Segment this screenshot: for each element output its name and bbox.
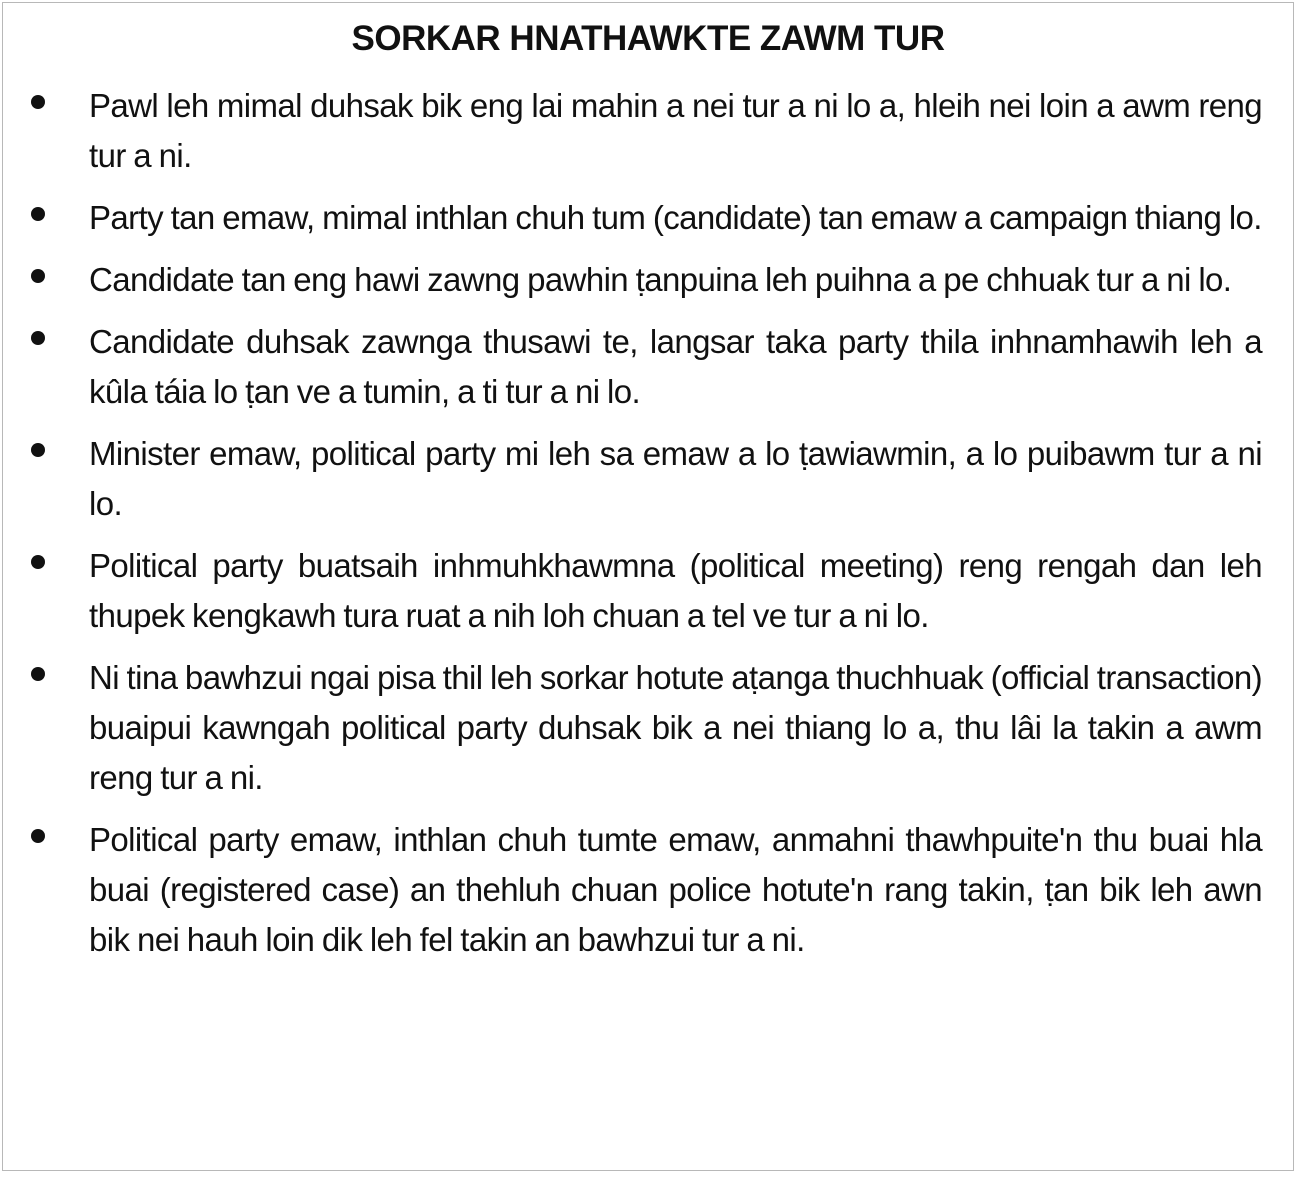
list-item-text: Candidate duhsak zawnga thusawi te, langsar taka party thila inhnamhawih leh a kûla táia lo ṭan ve a tumin, a ti tur a ni lo. (89, 323, 1262, 410)
bullet-icon (31, 667, 45, 681)
bullet-list (3, 81, 1293, 977)
list-item (3, 317, 1293, 417)
list-item (3, 81, 1293, 181)
bullet-icon (31, 555, 45, 569)
list-item (3, 193, 1293, 243)
list-item-text: Party tan emaw, mimal inthlan chuh tum (candidate) tan emaw a campaign thiang lo. (89, 199, 1262, 236)
list-item (3, 255, 1293, 305)
list-item (3, 429, 1293, 529)
document-page (2, 2, 1294, 1171)
list-item-text: Ni tina bawhzui ngai pisa thil leh sorkar hotute aṭanga thuchhuak (official transaction) buaipui kawngah political party duhsak bik a nei thiang lo a, thu lâi la takin a awm reng tur a ni. (89, 659, 1262, 796)
list-item-text: Minister emaw, political party mi leh sa emaw a lo ṭawiawmin, a lo puibawm tur a ni lo. (89, 435, 1262, 522)
bullet-icon (31, 95, 45, 109)
bullet-icon (31, 269, 45, 283)
list-item (3, 653, 1293, 803)
bullet-icon (31, 331, 45, 345)
list-item (3, 541, 1293, 641)
bullet-icon (31, 207, 45, 221)
list-item-text: Candidate tan eng hawi zawng pawhin ṭanpuina leh puihna a pe chhuak tur a ni lo. (89, 261, 1232, 298)
list-item-text: Pawl leh mimal duhsak bik eng lai mahin a nei tur a ni lo a, hleih nei loin a awm reng tur a ni. (89, 87, 1262, 174)
bullet-icon (31, 443, 45, 457)
list-item-text: Political party buatsaih inhmuhkhawmna (political meeting) reng rengah dan leh thupek kengkawh tura ruat a nih loh chuan a tel ve tur a ni lo. (89, 547, 1262, 634)
list-item (3, 815, 1293, 965)
list-item-text: Political party emaw, inthlan chuh tumte emaw, anmahni thawhpuite'n thu buai hla buai (registered case) an thehluh chuan police hotute'n rang takin, ṭan bik leh awn bik nei hauh loin dik leh fel takin an bawhzui tur a ni. (89, 821, 1262, 958)
document-title: SORKAR HNATHAWKTE ZAWM TUR (351, 19, 945, 58)
bullet-icon (31, 829, 45, 843)
